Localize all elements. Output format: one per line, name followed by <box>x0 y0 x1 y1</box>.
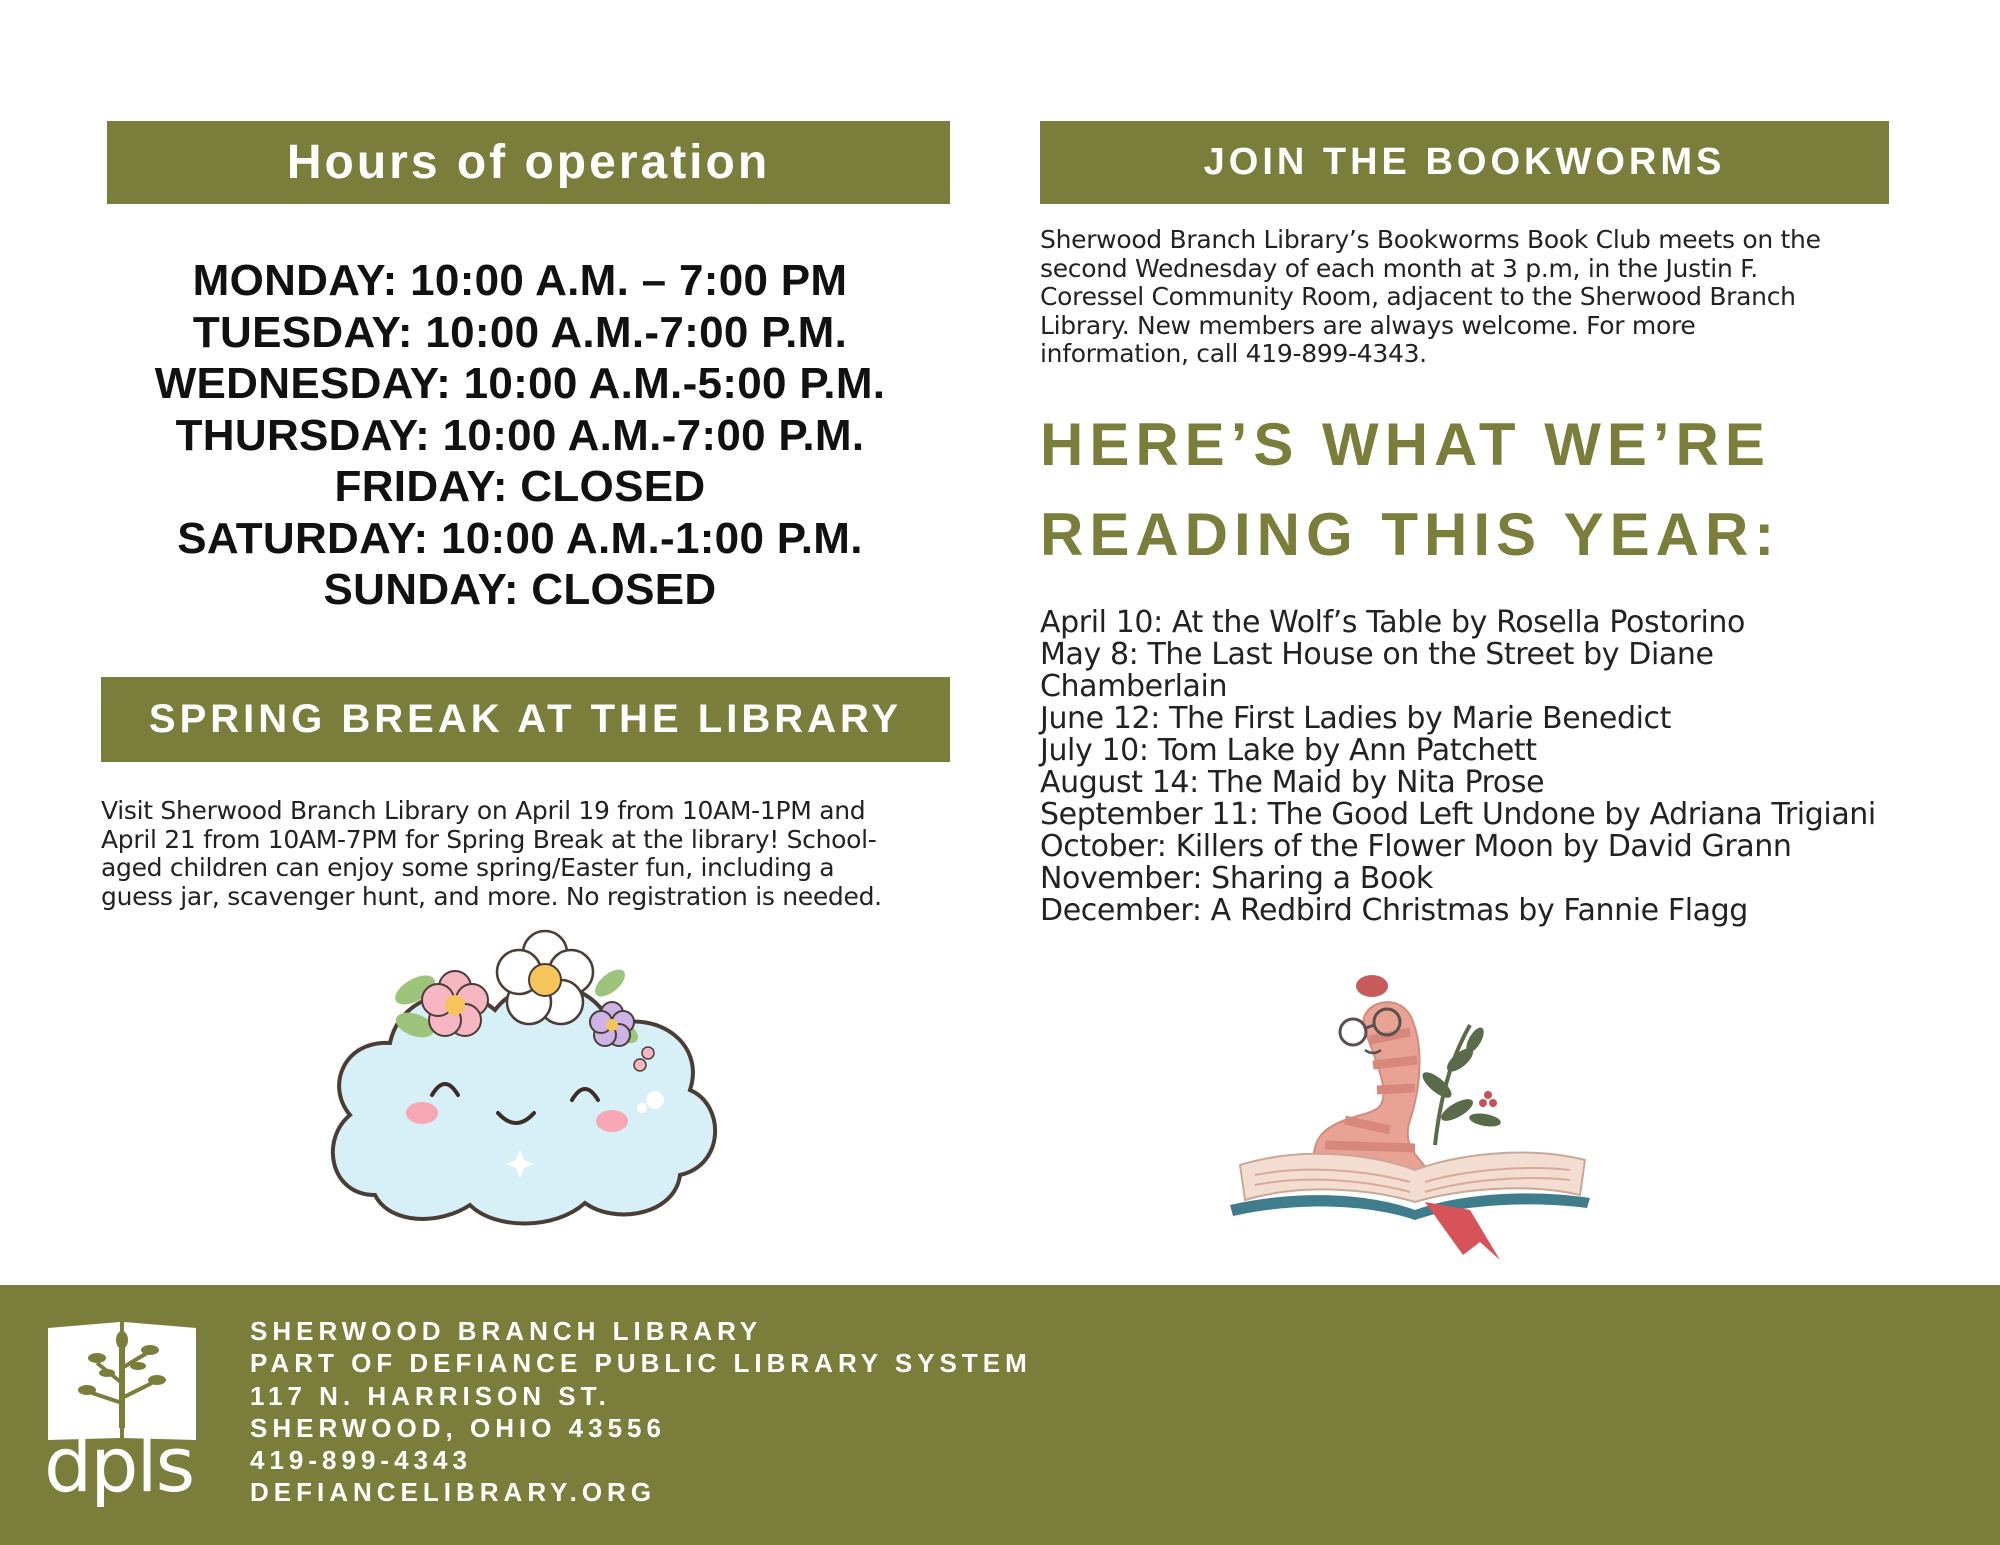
book-item: July 10: Tom Lake by Ann Patchett <box>1040 733 1537 768</box>
book-item: August 14: The Maid by Nita Prose <box>1040 765 1545 800</box>
book-item: December: A Redbird Christmas by Fannie Flagg <box>1040 893 1748 928</box>
footer-street: 117 N. HARRISON ST. <box>250 1380 611 1411</box>
bookworms-line: information, call 419-899-4343. <box>1040 339 1427 368</box>
footer-system-name: PART OF DEFIANCE PUBLIC LIBRARY SYSTEM <box>250 1348 1032 1379</box>
book-item: Chamberlain <box>1040 669 1228 704</box>
hours-friday: FRIDAY: CLOSED <box>334 462 706 511</box>
reading-title-line: HERE’S WHAT WE’RE <box>1040 411 1771 478</box>
spring-line: Visit Sherwood Branch Library on April 19 from 10AM-1PM and <box>101 796 866 825</box>
book-item: June 12: The First Ladies by Marie Benedict <box>1040 701 1671 736</box>
book-item: November: Sharing a Book <box>1040 861 1433 896</box>
reading-list <box>1040 607 1900 927</box>
hours-tuesday: TUESDAY: 10:00 A.M.-7:00 P.M. <box>192 307 848 357</box>
bookworms-description <box>1040 226 1890 369</box>
hours-saturday: SATURDAY: 10:00 A.M.-1:00 P.M. <box>177 513 863 563</box>
hours-thursday: THURSDAY: 10:00 A.M.-7:00 P.M. <box>175 410 865 460</box>
logo-wordmark: dpls <box>44 1420 194 1509</box>
footer <box>0 1285 2000 1545</box>
spring-line: guess jar, scavenger hunt, and more. No registration is needed. <box>101 881 882 911</box>
hours-wednesday: WEDNESDAY: 10:00 A.M.-5:00 P.M. <box>154 359 886 408</box>
book-item: October: Killers of the Flower Moon by David Grann <box>1040 829 1792 864</box>
flower-cloud-icon <box>320 925 730 1235</box>
hours-monday: MONDAY: 10:00 A.M. – 7:00 PM <box>192 256 848 305</box>
hours-list <box>90 255 950 616</box>
bookworm-icon <box>1225 970 1605 1260</box>
spring-break-description <box>101 797 951 911</box>
spring-line: aged children can enjoy some spring/Easter fun, including a <box>101 853 835 882</box>
footer-website[interactable]: DEFIANCELIBRARY.ORG <box>250 1477 657 1508</box>
footer-address-block <box>250 1315 1032 1509</box>
bookworms-line: Library. New members are always welcome. For more <box>1040 310 1696 340</box>
footer-library-name: SHERWOOD BRANCH LIBRARY <box>250 1316 763 1346</box>
book-item: September 11: The Good Left Undone by Adriana Trigiani <box>1040 797 1876 832</box>
reading-title <box>1040 400 1940 580</box>
bookworms-header: JOIN THE BOOKWORMS <box>1040 121 1889 204</box>
reading-title-line: READING THIS YEAR: <box>1040 501 1781 568</box>
spring-break-header: SPRING BREAK AT THE LIBRARY <box>101 677 950 762</box>
footer-phone[interactable]: 419-899-4343 <box>250 1445 472 1476</box>
bookworms-line: Coressel Community Room, adjacent to the Sherwood Branch <box>1040 282 1796 311</box>
bookworms-line: second Wednesday of each month at 3 p.m, in the Justin F. <box>1040 253 1758 283</box>
book-item: May 8: The Last House on the Street by Diane <box>1040 637 1714 672</box>
book-item: April 10: At the Wolf’s Table by Rosella Postorino <box>1040 605 1745 640</box>
hours-sunday: SUNDAY: CLOSED <box>323 565 717 614</box>
spring-line: April 21 from 10AM-7PM for Spring Break at the library! School- <box>101 824 877 854</box>
bookworms-line: Sherwood Branch Library’s Bookworms Book Club meets on the <box>1040 225 1821 254</box>
hours-header: Hours of operation <box>107 121 950 204</box>
footer-city: SHERWOOD, OHIO 43556 <box>250 1412 666 1443</box>
